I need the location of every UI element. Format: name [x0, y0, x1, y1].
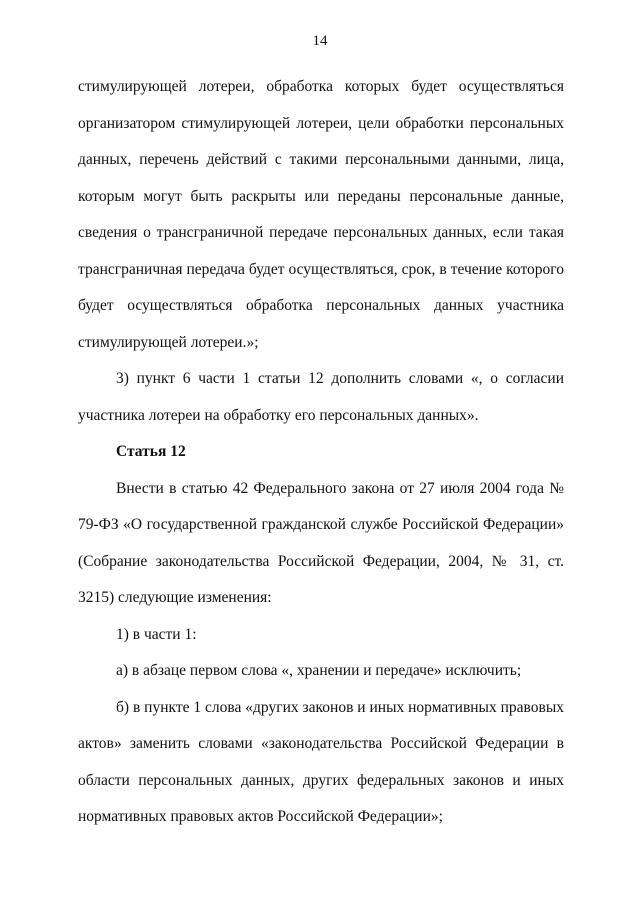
paragraph-article-intro: Внести в статью 42 Федерального закона от 27 июля 2004 года № 79-ФЗ «О государственной гражданской службе Российской Федерации» (Собрание законодательства Российской Федерации, 2004, № 31, ст. 3215) следующие изменения: — [78, 479, 564, 606]
paragraph-item-3: 3) пункт 6 части 1 статьи 12 дополнить словами «, о согласии участника лотереи на обработку его персональных данных». — [78, 370, 564, 424]
paragraph-continuation: стимулирующей лотереи, обработка которых будет осуществляться организатором стимулирующей лотереи, цели обработки персональных данных, перечень действий с такими персональными данными, лица, которым могут быть раскрыты или переданы персональные данные, сведения о трансграничной передаче персональных данных, если такая трансграничная передача будет осуществляться, срок, в течение которого будет осуществляться обработка персональных данных участника стимулирующей лотереи.»; — [78, 78, 564, 351]
paragraph-item-1: 1) в части 1: — [116, 625, 197, 643]
page-number: 14 — [312, 33, 328, 49]
article-heading: Статья 12 — [116, 443, 186, 460]
document-body — [78, 69, 564, 836]
paragraph-subitem-a: а) в абзаце первом слова «, хранении и передаче» исключить; — [116, 662, 522, 679]
paragraph-subitem-b: б) в пункте 1 слова «других законов и иных нормативных правовых актов» заменить словами «законодательства Российской Федерации в области персональных данных, других федеральных законов и иных нормативных правовых актов Российской Федерации»; — [78, 698, 564, 825]
